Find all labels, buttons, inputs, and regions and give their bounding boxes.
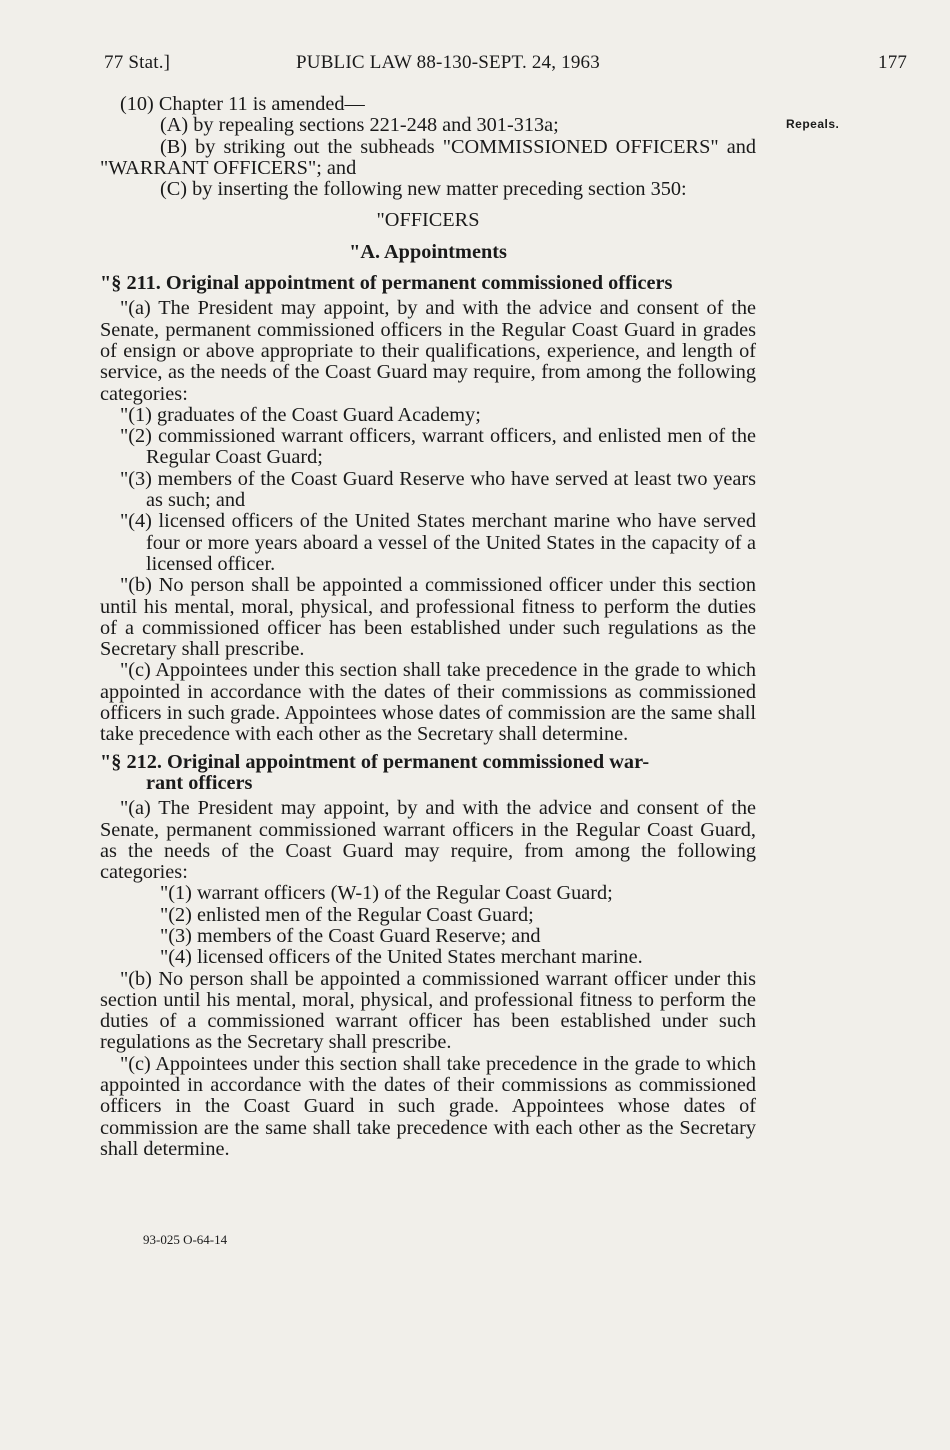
section-211-item-2: "(2) commissioned warrant officers, warrant officers, and enlisted men of the Regular Coast Guard; bbox=[120, 425, 756, 469]
section-211-subsection-b: "(b) No person shall be appointed a commissioned officer under this section until his mental, moral, physical, and professional fitness to perform the duties of a commissioned officer has been established under such regulations as the Secretary shall prescribe. bbox=[100, 574, 756, 661]
section-212-item-4: "(4) licensed officers of the United States merchant marine. bbox=[160, 946, 643, 969]
section-211-item-1: "(1) graduates of the Coast Guard Academy; bbox=[120, 403, 481, 426]
clause-b: (B) by striking out the subheads "COMMISSIONED OFFICERS" and "WARRANT OFFICERS"; and bbox=[100, 135, 756, 179]
section-212-subsection-b: "(b) No person shall be appointed a commissioned warrant officer under this section until his mental, moral, physical, and professional fitness to perform the duties of a commissioned warrant officer has been established under such regulations as the Secretary shall prescribe. bbox=[100, 967, 756, 1054]
heading-officers: "OFFICERS bbox=[376, 209, 480, 232]
section-212-heading-line1: "§ 212. Original appointment of permanent commissioned war- bbox=[100, 750, 650, 773]
document-body bbox=[100, 94, 756, 1160]
paragraph-10: (10) Chapter 11 is amended— bbox=[120, 93, 365, 115]
heading-appointments: "A. Appointments bbox=[349, 240, 507, 263]
section-211-item-3: "(3) members of the Coast Guard Reserve who have served at least two years as such; and bbox=[120, 467, 756, 512]
section-212-item-1: "(1) warrant officers (W-1) of the Regular Coast Guard; bbox=[160, 882, 613, 905]
section-211-heading: "§ 211. Original appointment of permanent commissioned officers bbox=[100, 272, 673, 295]
running-header-title: PUBLIC LAW 88-130-SEPT. 24, 1963 bbox=[296, 52, 600, 73]
section-212-subsection-c: "(c) Appointees under this section shall take precedence in the grade to which appointed in accordance with the dates of their commissions as commissioned officers in the Coast Guard in such grade. Appointees whose dates of commission are the same shall take precedence with each other as the Secretary shall determine. bbox=[100, 1052, 756, 1160]
margin-note-repeals: Repeals. bbox=[786, 117, 840, 131]
page-number: 177 bbox=[878, 52, 908, 73]
clause-c: (C) by inserting the following new matter preceding section 350: bbox=[160, 178, 687, 201]
section-211-subsection-a: "(a) The President may appoint, by and with the advice and consent of the Senate, permanent commissioned officers in the Regular Coast Guard in grades of ensign or above appropriate to their qualifications, experience, and length of service, as the needs of the Coast Guard may require, from among the following categories: bbox=[100, 297, 756, 405]
section-212-item-2: "(2) enlisted men of the Regular Coast Guard; bbox=[160, 903, 534, 926]
section-211-item-4: "(4) licensed officers of the United States merchant marine who have served four or more years aboard a vessel of the United States in the capacity of a licensed officer. bbox=[120, 510, 756, 575]
statute-volume-label: 77 Stat.] bbox=[104, 52, 171, 73]
clause-a: (A) by repealing sections 221-248 and 301-313a; bbox=[160, 114, 559, 137]
section-212-heading bbox=[100, 752, 756, 795]
section-212-subsection-a: "(a) The President may appoint, by and with the advice and consent of the Senate, permanent commissioned warrant officers in the Regular Coast Guard, as the needs of the Coast Guard may require, from among the following categories: bbox=[100, 797, 756, 884]
section-212-item-3: "(3) members of the Coast Guard Reserve; and bbox=[160, 924, 541, 947]
section-212-heading-line2: rant officers bbox=[146, 771, 253, 794]
section-211-subsection-c: "(c) Appointees under this section shall take precedence in the grade to which appointed in accordance with the dates of their commissions as commissioned officers in such grade. Appointees whose dates of commission are the same shall take precedence with each other as the Secretary shall determine. bbox=[100, 659, 756, 746]
print-job-code: 93-025 O-64-14 bbox=[143, 1232, 228, 1247]
